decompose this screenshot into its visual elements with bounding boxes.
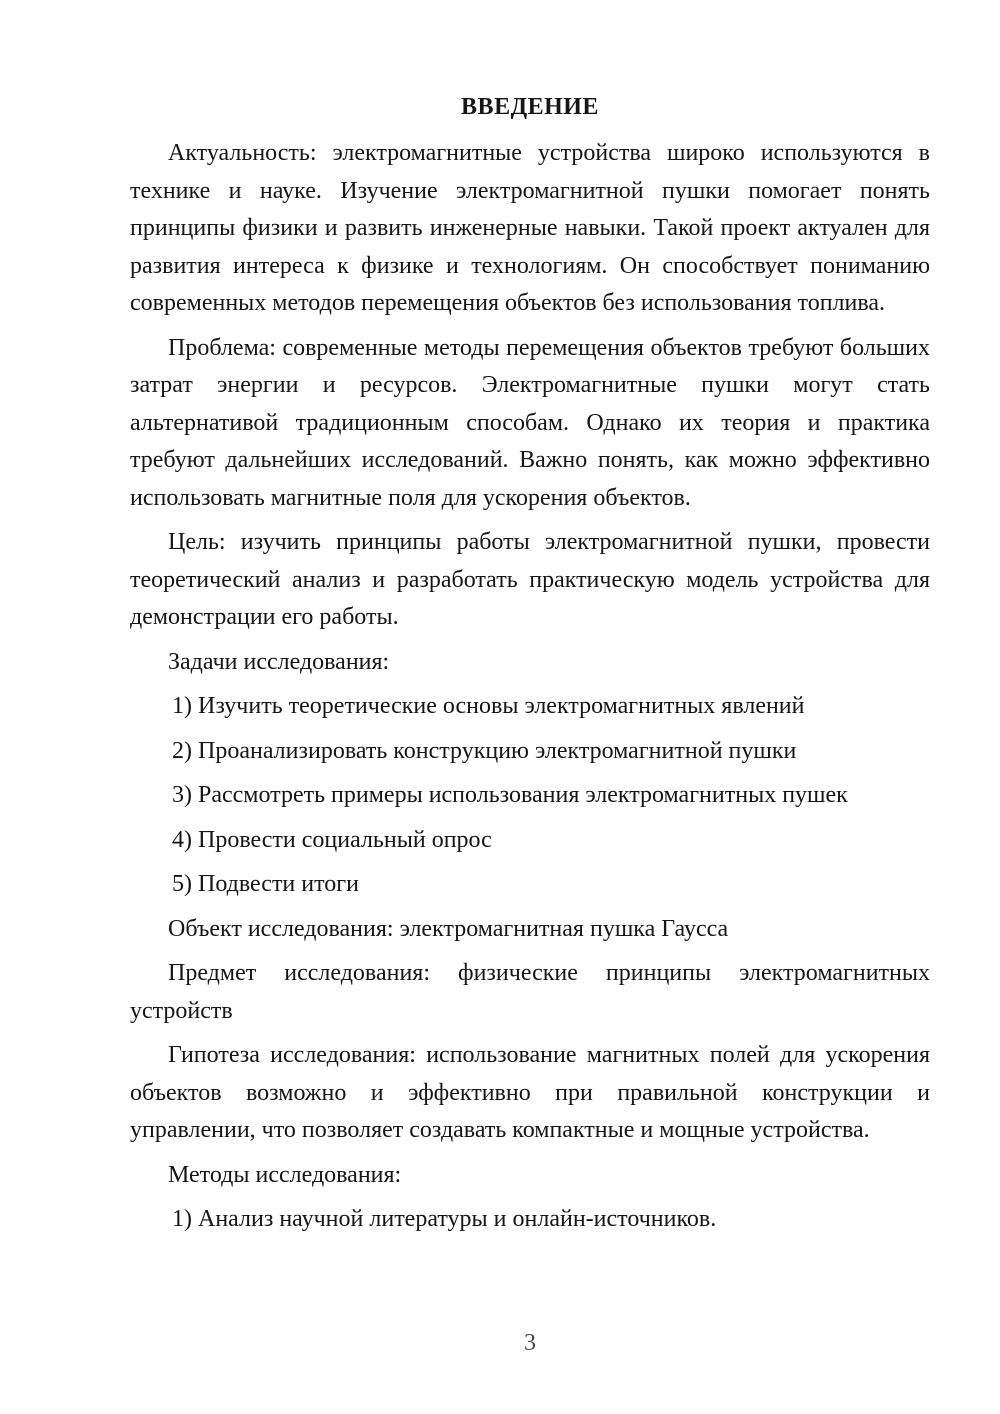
paragraph-subject: Предмет исследования: физические принципы электромагнитных устройств [130, 960, 930, 1024]
methods-heading: Методы исследования: [168, 1161, 402, 1188]
task-item-3: 3) Рассмотреть примеры использования электромагнитных пушек [172, 782, 848, 808]
page-title: ВВЕДЕНИЕ [461, 94, 599, 120]
task-item-4: 4) Провести социальный опрос [172, 826, 492, 853]
task-item-5: 5) Подвести итоги [172, 871, 359, 897]
task-item-2: 2) Проанализировать конструкцию электромагнитной пушки [172, 737, 797, 764]
paragraph-goal: Цель: изучить принципы работы электромагнитной пушки, провести теоретический анализ и разработать практическую модель устройства для демонстрации его работы. [130, 529, 930, 630]
paragraph-relevance: Актуальность: электромагнитные устройства широко используются в технике и науке. Изучение электромагнитной пушки помогает понять принципы физики и развить инженерные навыки. Такой проект актуален для развития интереса к физике и технологиям. Он способствует пониманию современных методов перемещения объектов без использования топлива. [130, 140, 930, 316]
tasks-heading: Задачи исследования: [168, 648, 390, 675]
paragraph-problem: Проблема: современные методы перемещения объектов требуют больших затрат энергии и ресурсов. Электромагнитные пушки могут стать альтернативой традиционным способам. Однако их теория и практика требуют дальнейших исследований. Важно понять, как можно эффективно использовать магнитные поля для ускорения объектов. [130, 334, 930, 511]
method-item-1: 1) Анализ научной литературы и онлайн-источников. [172, 1206, 717, 1232]
paragraph-hypothesis: Гипотеза исследования: использование магнитных полей для ускорения объектов возможно и эффективно при правильной конструкции и управлении, что позволяет создавать компактные и мощные устройства. [130, 1042, 930, 1143]
task-item-1: 1) Изучить теоретические основы электромагнитных явлений [172, 693, 805, 719]
page-number: 3 [524, 1330, 536, 1356]
paragraph-object: Объект исследования: электромагнитная пушка Гаусса [168, 915, 729, 942]
